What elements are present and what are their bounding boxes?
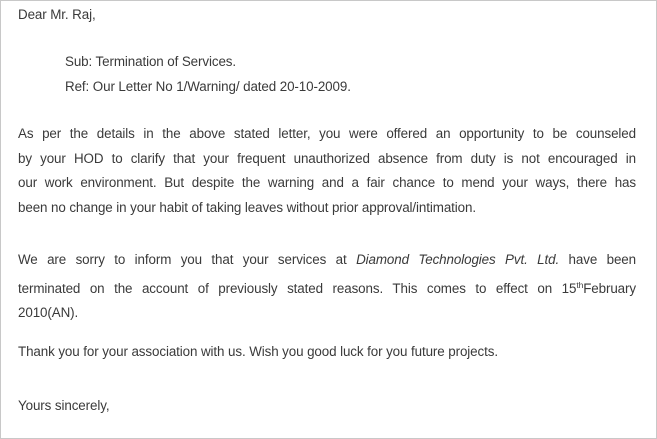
paragraph2-line1-start: We are sorry to inform you that your services at bbox=[18, 252, 347, 267]
date-ordinal-suffix: th bbox=[576, 279, 584, 290]
paragraph2-line1 bbox=[18, 248, 636, 273]
paragraph2-line2 bbox=[18, 273, 636, 302]
closing: Yours sincerely, bbox=[18, 398, 110, 413]
paragraph2-line3: 2010(AN). bbox=[18, 305, 79, 320]
paragraph1-line3: our work environment. But despite the warning and a fair chance to mend your ways, there has bbox=[18, 175, 636, 190]
greeting: Dear Mr. Raj, bbox=[18, 7, 96, 22]
company-name: Diamond Technologies Pvt. Ltd. bbox=[356, 252, 560, 267]
paragraph1-line2: by your HOD to clarify that your frequent unauthorized absence from duty is not encouraged in bbox=[18, 150, 636, 166]
paragraph-thank-you: Thank you for your association with us. Wish you good luck for you future projects. bbox=[18, 344, 498, 359]
paragraph2-line2-end: February bbox=[583, 280, 636, 296]
paragraph2-line1-end: have been bbox=[568, 252, 636, 267]
paragraph2-line2-start: terminated on the account of previously stated reasons. This comes to effect on 15 bbox=[18, 280, 577, 296]
subject-line: Sub: Termination of Services. bbox=[65, 54, 237, 69]
paragraph1-line1: As per the details in the above stated letter, you were offered an opportunity to be counseled bbox=[18, 126, 636, 141]
paragraph1-line4: been no change in your habit of taking leaves without prior approval/intimation. bbox=[18, 199, 476, 215]
paragraph-warning-details bbox=[18, 122, 636, 220]
paragraph-termination bbox=[18, 248, 636, 326]
reference-line: Ref: Our Letter No 1/Warning/ dated 20-10-2009. bbox=[65, 79, 351, 94]
